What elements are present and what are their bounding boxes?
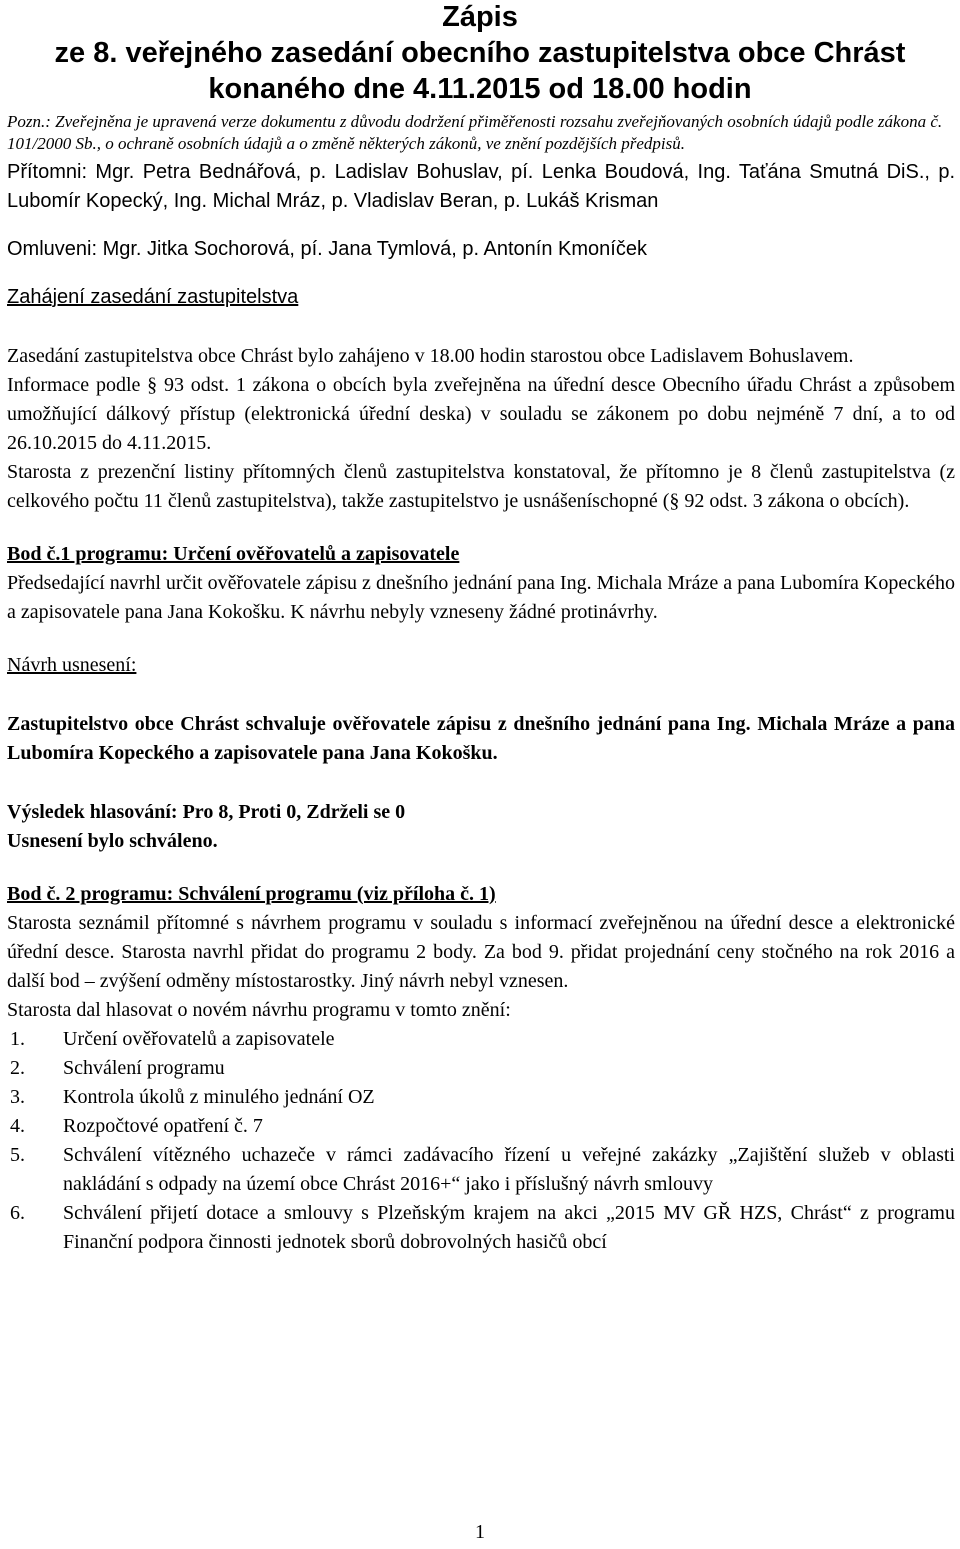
program-item-number: 1. (10, 1028, 25, 1050)
program-item-text: Rozpočtové opatření č. 7 (63, 1115, 263, 1137)
program-item-text: Kontrola úkolů z minulého jednání OZ (63, 1086, 375, 1108)
attendees-present: Přítomni: Mgr. Petra Bednářová, p. Ladislav Bohuslav, pí. Lenka Boudová, Ing. Taťána Smutná DiS., p. Lubomír Kopecký, Ing. Michal Mráz, p. Vladislav Beran, p. Lukáš Krisman (7, 161, 955, 212)
bod2-heading: Bod č. 2 programu: Schválení programu (viz příloha č. 1) (7, 883, 496, 905)
meeting-date: konaného dne 4.11.2015 od 18.00 hodin (208, 73, 752, 105)
bod1-proposal-label: Návrh usnesení: (7, 654, 137, 676)
minutes-body (7, 158, 955, 1257)
program-item-text: Určení ověřovatelů a zapisovatele (63, 1028, 335, 1050)
bod1-resolution: Zastupitelstvo obce Chrást schvaluje ověřovatele zápisu z dnešního jednání pana Ing. Michala Mráze a pana Lubomíra Kopeckého a zapisovatele pana Jana Kokošku. (7, 713, 955, 764)
program-item (7, 1112, 955, 1141)
program-item-text: Schválení přijetí dotace a smlouvy s Plzeňským krajem na akci „2015 MV GŘ HZS, Chrást“ z programu Finanční podpora činnosti jednotek sborů dobrovolných hasičů obcí (63, 1202, 955, 1253)
page-number: 1 (475, 1521, 485, 1543)
program-item-number: 4. (10, 1115, 25, 1137)
document-title: Zápis (442, 1, 518, 33)
opening-heading: Zahájení zasedání zastupitelstva (7, 286, 299, 308)
program-item-text: Schválení programu (63, 1057, 225, 1079)
program-item (7, 1054, 955, 1083)
bod2-vote-intro: Starosta dal hlasovat o novém návrhu programu v tomto znění: (7, 999, 511, 1021)
bod1-text: Předsedající navrhl určit ověřovatele zápisu z dnešního jednání pana Ing. Michala Mráze a pana Lubomíra Kopeckého a zapisovatele pana Jana Kokošku. K návrhu nebyly vzneseny žádné protinávrhy. (7, 572, 955, 623)
program-item-number: 3. (10, 1086, 25, 1108)
program-item-number: 5. (10, 1144, 25, 1166)
privacy-note: Pozn.: Zveřejněna je upravená verze dokumentu z důvodu dodržení přiměřenosti rozsahu zveřejňovaných osobních údajů podle zákona č. 101/2000 Sb., o ochraně osobních údajů a o změně některých zákonů, ve znění pozdějších předpisů. (7, 112, 943, 153)
bod1-vote-result: Výsledek hlasování: Pro 8, Proti 0, Zdrželi se 0 (7, 801, 406, 823)
information-paragraph: Informace podle § 93 odst. 1 zákona o obcích byla zveřejněna na úřední desce Obecního úřadu Chrást a způsobem umožňující dálkový přístup (elektronická úřední deska) v souladu se zákonem po dobu nejméně 7 dní, a to od 26.10.2015 do 4.11.2015. (7, 374, 955, 454)
program-item-number: 6. (10, 1202, 25, 1224)
opening-paragraph: Zasedání zastupitelstva obce Chrást bylo zahájeno v 18.00 hodin starostou obce Ladislavem Bohuslavem. (7, 345, 854, 367)
program-item-text: Schválení vítězného uchazeče v rámci zadávacího řízení u veřejné zakázky „Zajištění služeb v oblasti nakládání s odpady na území obce Chrást 2016+“ jako i příslušný návrh smlouvy (63, 1144, 955, 1195)
program-item (7, 1141, 955, 1199)
program-item (7, 1083, 955, 1112)
program-item-number: 2. (10, 1057, 25, 1079)
bod1-approved: Usnesení bylo schváleno. (7, 830, 218, 852)
quorum-paragraph: Starosta z prezenční listiny přítomných členů zastupitelstva konstatoval, že přítomno je 8 členů zastupitelstva (z celkového počtu 11 členů zastupitelstva), takže zastupitelstvo je usnášeníschopné (§ 92 odst. 3 zákona o obcích). (7, 461, 955, 512)
program-item (7, 1199, 955, 1257)
program-item (7, 1025, 955, 1054)
document-subtitle: ze 8. veřejného zasedání obecního zastupitelstva obce Chrást (54, 37, 906, 69)
program-list (7, 1025, 955, 1257)
bod2-text: Starosta seznámil přítomné s návrhem programu v souladu s informací zveřejněnou na úřední desce a elektronické úřední desce. Starosta navrhl přidat do programu 2 body. Za bod 9. přidat projednání ceny stočného na rok 2016 a další bod – zvýšení odměny místostarostky. Jiný návrh nebyl vznesen. (7, 912, 955, 992)
bod1-heading: Bod č.1 programu: Určení ověřovatelů a zapisovatele (7, 543, 460, 565)
attendees-excused: Omluveni: Mgr. Jitka Sochorová, pí. Jana Tymlová, p. Antonín Kmoníček (7, 238, 647, 260)
